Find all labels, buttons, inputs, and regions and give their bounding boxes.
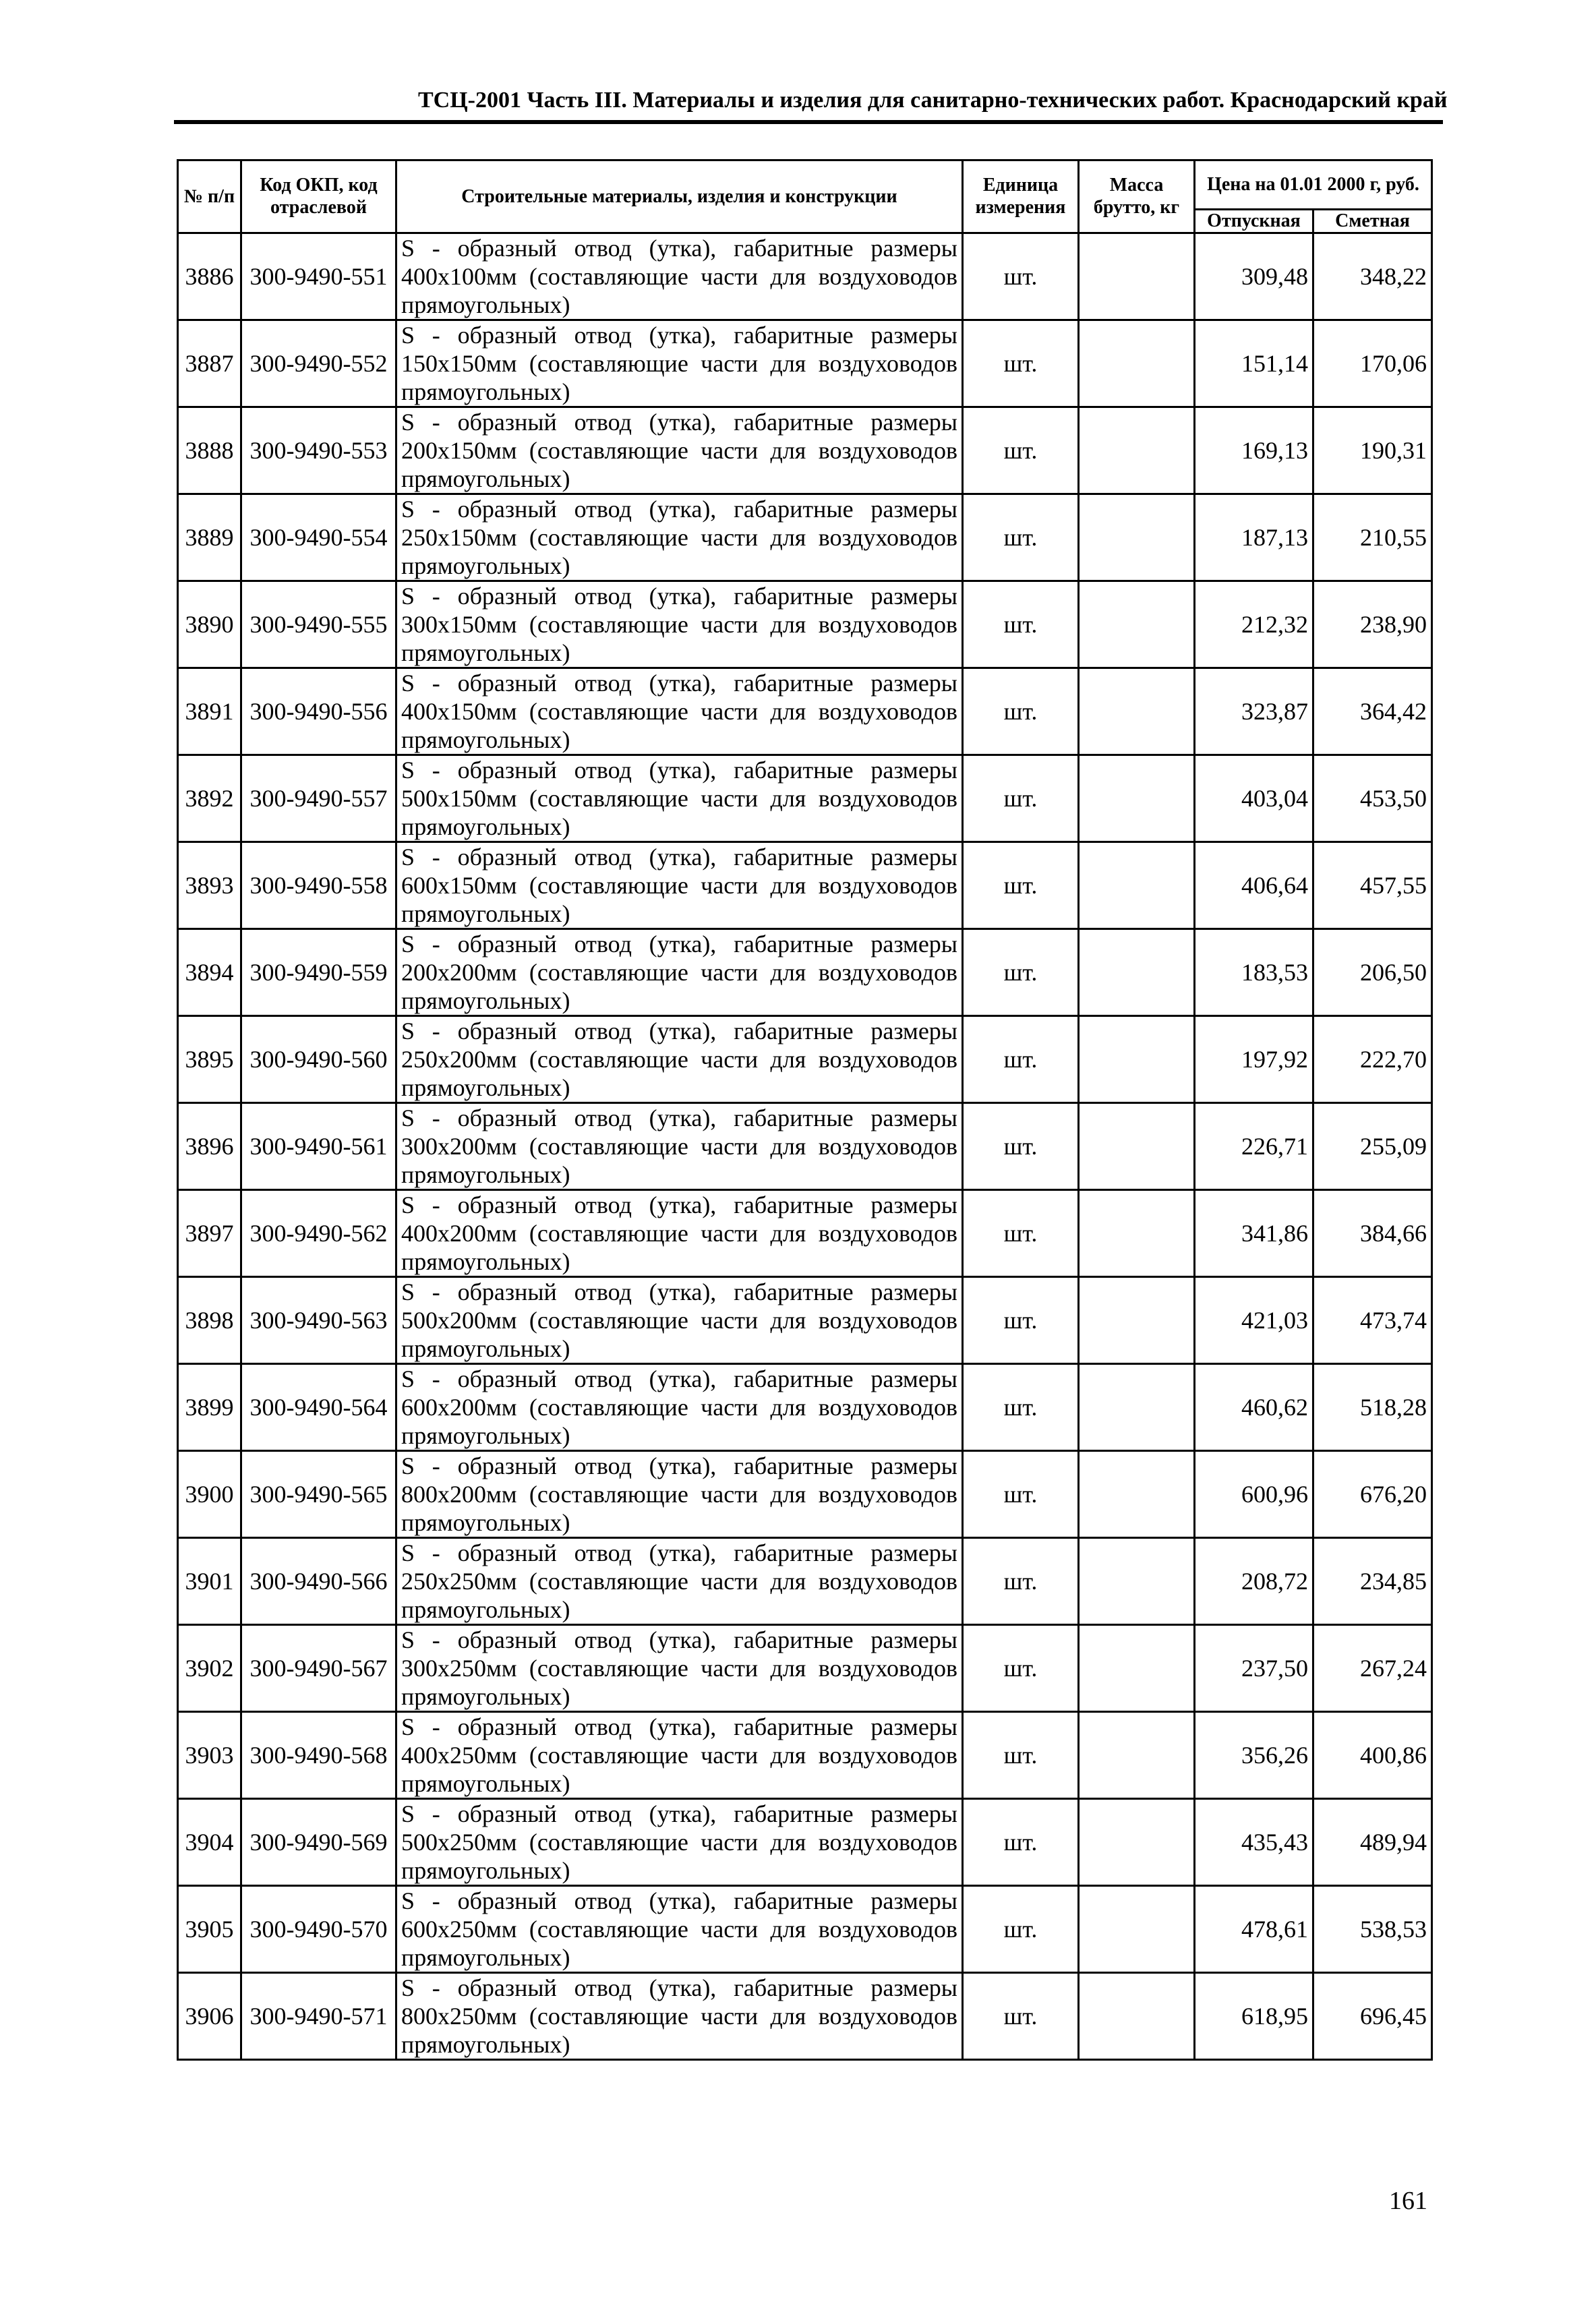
row-code: 300-9490-563 <box>241 1277 396 1364</box>
column-header-price-group: Цена на 01.01 2000 г, руб. <box>1195 160 1432 210</box>
row-description-line: S - образный отвод (утка), габаритные размеры <box>401 1713 957 1741</box>
row-number: 3889 <box>178 494 241 581</box>
row-number: 3890 <box>178 581 241 668</box>
row-price-estimate: 210,55 <box>1313 494 1432 581</box>
row-number: 3903 <box>178 1712 241 1799</box>
row-unit: шт. <box>963 1886 1079 1973</box>
row-description <box>396 581 963 668</box>
row-description-line: прямоугольных) <box>401 1857 570 1885</box>
row-unit: шт. <box>963 668 1079 755</box>
row-price-estimate: 384,66 <box>1313 1190 1432 1277</box>
row-price-release: 341,86 <box>1195 1190 1313 1277</box>
row-description <box>396 755 963 842</box>
row-code: 300-9490-553 <box>241 407 396 494</box>
row-description <box>396 494 963 581</box>
row-price-estimate: 234,85 <box>1313 1538 1432 1625</box>
table-row <box>178 1538 1432 1625</box>
row-code: 300-9490-551 <box>241 233 396 320</box>
row-unit: шт. <box>963 1103 1079 1190</box>
row-description-line: прямоугольных) <box>401 1509 570 1537</box>
row-description-line: S - образный отвод (утка), габаритные размеры <box>401 1191 957 1219</box>
row-description-line: прямоугольных) <box>401 1335 570 1363</box>
table-row <box>178 755 1432 842</box>
row-description-line: 600x150мм (составляющие части для воздуховодов <box>401 872 957 900</box>
table-row <box>178 929 1432 1016</box>
row-description-line: прямоугольных) <box>401 726 570 754</box>
row-number: 3901 <box>178 1538 241 1625</box>
row-description-line: S - образный отвод (утка), габаритные размеры <box>401 1365 957 1393</box>
row-description-line: прямоугольных) <box>401 1770 570 1798</box>
table-row <box>178 1886 1432 1973</box>
row-unit: шт. <box>963 320 1079 407</box>
row-description-line: S - образный отвод (утка), габаритные размеры <box>401 757 957 784</box>
row-description-line: прямоугольных) <box>401 987 570 1015</box>
row-description <box>396 233 963 320</box>
row-description <box>396 320 963 407</box>
column-header-unit: Единица измерения <box>963 160 1079 233</box>
row-mass <box>1079 1277 1195 1364</box>
row-price-estimate: 489,94 <box>1313 1799 1432 1886</box>
row-description-line: S - образный отвод (утка), габаритные размеры <box>401 1626 957 1654</box>
row-description-line: прямоугольных) <box>401 465 570 493</box>
row-unit: шт. <box>963 407 1079 494</box>
row-price-estimate: 364,42 <box>1313 668 1432 755</box>
row-unit: шт. <box>963 1277 1079 1364</box>
row-unit: шт. <box>963 755 1079 842</box>
row-code: 300-9490-561 <box>241 1103 396 1190</box>
table-row <box>178 1799 1432 1886</box>
row-code: 300-9490-564 <box>241 1364 396 1451</box>
row-description-line: прямоугольных) <box>401 552 570 580</box>
row-number: 3892 <box>178 755 241 842</box>
row-description-line: 250x150мм (составляющие части для воздуховодов <box>401 524 957 552</box>
row-number: 3905 <box>178 1886 241 1973</box>
row-description-line: прямоугольных) <box>401 900 570 928</box>
row-price-release: 406,64 <box>1195 842 1313 929</box>
row-description-line: S - образный отвод (утка), габаритные размеры <box>401 931 957 958</box>
row-description-line: S - образный отвод (утка), габаритные размеры <box>401 409 957 436</box>
row-mass <box>1079 1451 1195 1538</box>
row-price-release: 151,14 <box>1195 320 1313 407</box>
row-price-release: 478,61 <box>1195 1886 1313 1973</box>
row-description-line: прямоугольных) <box>401 291 570 319</box>
row-number: 3891 <box>178 668 241 755</box>
table-row <box>178 581 1432 668</box>
row-mass <box>1079 1799 1195 1886</box>
row-mass <box>1079 1625 1195 1712</box>
row-unit: шт. <box>963 233 1079 320</box>
row-description-line: 250x250мм (составляющие части для воздуховодов <box>401 1568 957 1595</box>
row-price-estimate: 190,31 <box>1313 407 1432 494</box>
row-number: 3897 <box>178 1190 241 1277</box>
row-description-line: 400x150мм (составляющие части для воздуховодов <box>401 698 957 726</box>
row-mass <box>1079 668 1195 755</box>
row-description-line: 500x150мм (составляющие части для воздуховодов <box>401 785 957 813</box>
row-description-line: прямоугольных) <box>401 639 570 667</box>
row-description-line: 200x150мм (составляющие части для воздуховодов <box>401 437 957 465</box>
column-header-mass: Масса брутто, кг <box>1079 160 1195 233</box>
row-price-estimate: 538,53 <box>1313 1886 1432 1973</box>
row-code: 300-9490-568 <box>241 1712 396 1799</box>
row-description-line: 400x200мм (составляющие части для воздуховодов <box>401 1220 957 1247</box>
row-description <box>396 929 963 1016</box>
row-description-line: 300x150мм (составляющие части для воздуховодов <box>401 611 957 639</box>
row-number: 3895 <box>178 1016 241 1103</box>
row-mass <box>1079 1190 1195 1277</box>
price-table <box>177 159 1433 2061</box>
table-body <box>178 233 1432 2060</box>
row-unit: шт. <box>963 1364 1079 1451</box>
row-description-line: прямоугольных) <box>401 1596 570 1624</box>
row-number: 3902 <box>178 1625 241 1712</box>
row-price-release: 600,96 <box>1195 1451 1313 1538</box>
row-description-line: 600x250мм (составляющие части для воздуховодов <box>401 1916 957 1943</box>
row-description <box>396 1277 963 1364</box>
table-row <box>178 1190 1432 1277</box>
row-code: 300-9490-555 <box>241 581 396 668</box>
row-mass <box>1079 1016 1195 1103</box>
row-unit: шт. <box>963 1451 1079 1538</box>
row-number: 3898 <box>178 1277 241 1364</box>
row-mass <box>1079 929 1195 1016</box>
row-description-line: S - образный отвод (утка), габаритные размеры <box>401 583 957 610</box>
row-unit: шт. <box>963 1538 1079 1625</box>
row-code: 300-9490-570 <box>241 1886 396 1973</box>
row-description-line: S - образный отвод (утка), габаритные размеры <box>401 1452 957 1480</box>
row-code: 300-9490-571 <box>241 1973 396 2060</box>
row-unit: шт. <box>963 1712 1079 1799</box>
row-description-line: S - образный отвод (утка), габаритные размеры <box>401 1887 957 1915</box>
row-price-release: 356,26 <box>1195 1712 1313 1799</box>
row-description <box>396 1103 963 1190</box>
row-description-line: прямоугольных) <box>401 2031 570 2059</box>
row-price-release: 197,92 <box>1195 1016 1313 1103</box>
table-row <box>178 1016 1432 1103</box>
row-description-line: прямоугольных) <box>401 378 570 406</box>
row-description-line: S - образный отвод (утка), габаритные размеры <box>401 844 957 871</box>
row-price-estimate: 676,20 <box>1313 1451 1432 1538</box>
row-price-estimate: 170,06 <box>1313 320 1432 407</box>
table-row <box>178 1451 1432 1538</box>
row-description-line: S - образный отвод (утка), габаритные размеры <box>401 496 957 523</box>
row-price-release: 460,62 <box>1195 1364 1313 1451</box>
row-price-estimate: 267,24 <box>1313 1625 1432 1712</box>
row-price-release: 421,03 <box>1195 1277 1313 1364</box>
row-price-release: 183,53 <box>1195 929 1313 1016</box>
page-header-title: ТСЦ-2001 Часть III. Материалы и изделия для санитарно-технических работ. Краснодарский край <box>418 88 1448 113</box>
row-number: 3894 <box>178 929 241 1016</box>
row-price-release: 618,95 <box>1195 1973 1313 2060</box>
row-number: 3900 <box>178 1451 241 1538</box>
row-description-line: 600x200мм (составляющие части для воздуховодов <box>401 1394 957 1421</box>
row-description-line: 250x200мм (составляющие части для воздуховодов <box>401 1046 957 1073</box>
row-price-estimate: 453,50 <box>1313 755 1432 842</box>
row-code: 300-9490-569 <box>241 1799 396 1886</box>
row-mass <box>1079 1712 1195 1799</box>
row-description-line: S - образный отвод (утка), габаритные размеры <box>401 1018 957 1045</box>
row-description-line: S - образный отвод (утка), габаритные размеры <box>401 1104 957 1132</box>
row-unit: шт. <box>963 1973 1079 2060</box>
row-description <box>396 1538 963 1625</box>
row-price-estimate: 348,22 <box>1313 233 1432 320</box>
row-price-release: 226,71 <box>1195 1103 1313 1190</box>
row-price-estimate: 473,74 <box>1313 1277 1432 1364</box>
table-row <box>178 407 1432 494</box>
row-description <box>396 668 963 755</box>
row-unit: шт. <box>963 581 1079 668</box>
table-row <box>178 1973 1432 2060</box>
column-header-price-release: Отпускная <box>1195 210 1313 233</box>
row-description-line: S - образный отвод (утка), габаритные размеры <box>401 235 957 262</box>
row-description <box>396 1364 963 1451</box>
column-header-code: Код ОКП, код отраслевой <box>241 160 396 233</box>
row-price-estimate: 696,45 <box>1313 1973 1432 2060</box>
row-description-line: 400x100мм (составляющие части для воздуховодов <box>401 263 957 291</box>
header-divider <box>174 120 1443 124</box>
row-number: 3888 <box>178 407 241 494</box>
row-unit: шт. <box>963 1799 1079 1886</box>
row-price-estimate: 518,28 <box>1313 1364 1432 1451</box>
row-price-release: 323,87 <box>1195 668 1313 755</box>
table-row <box>178 494 1432 581</box>
row-description-line: S - образный отвод (утка), габаритные размеры <box>401 322 957 349</box>
row-description-line: S - образный отвод (утка), габаритные размеры <box>401 1278 957 1306</box>
page-number: 161 <box>1389 2187 1427 2215</box>
row-number: 3896 <box>178 1103 241 1190</box>
row-description-line: 500x250мм (составляющие части для воздуховодов <box>401 1829 957 1856</box>
table-row <box>178 1103 1432 1190</box>
table-row <box>178 668 1432 755</box>
row-price-release: 187,13 <box>1195 494 1313 581</box>
row-mass <box>1079 1364 1195 1451</box>
column-header-num: № п/п <box>178 160 241 233</box>
row-description <box>396 1016 963 1103</box>
row-description <box>396 407 963 494</box>
row-code: 300-9490-558 <box>241 842 396 929</box>
table-row <box>178 233 1432 320</box>
row-description-line: прямоугольных) <box>401 1944 570 1972</box>
row-code: 300-9490-552 <box>241 320 396 407</box>
row-description-line: 500x200мм (составляющие части для воздуховодов <box>401 1307 957 1334</box>
row-price-estimate: 206,50 <box>1313 929 1432 1016</box>
column-header-price-estimate: Сметная <box>1313 210 1432 233</box>
row-mass <box>1079 1538 1195 1625</box>
row-number: 3886 <box>178 233 241 320</box>
row-description-line: 800x250мм (составляющие части для воздуховодов <box>401 2003 957 2030</box>
table-row <box>178 320 1432 407</box>
row-mass <box>1079 320 1195 407</box>
row-mass <box>1079 581 1195 668</box>
row-description <box>396 842 963 929</box>
row-description-line: 800x200мм (составляющие части для воздуховодов <box>401 1481 957 1508</box>
row-description-line: S - образный отвод (утка), габаритные размеры <box>401 670 957 697</box>
row-price-estimate: 400,86 <box>1313 1712 1432 1799</box>
row-description <box>396 1886 963 1973</box>
row-code: 300-9490-567 <box>241 1625 396 1712</box>
row-description-line: прямоугольных) <box>401 1248 570 1276</box>
row-price-release: 208,72 <box>1195 1538 1313 1625</box>
row-description-line: S - образный отвод (утка), габаритные размеры <box>401 1800 957 1828</box>
row-code: 300-9490-559 <box>241 929 396 1016</box>
row-description <box>396 1451 963 1538</box>
table-row <box>178 1625 1432 1712</box>
row-price-release: 212,32 <box>1195 581 1313 668</box>
row-price-release: 169,13 <box>1195 407 1313 494</box>
table-row <box>178 1277 1432 1364</box>
row-description <box>396 1625 963 1712</box>
row-description-line: S - образный отвод (утка), габаритные размеры <box>401 1539 957 1567</box>
row-mass <box>1079 755 1195 842</box>
row-unit: шт. <box>963 929 1079 1016</box>
row-description-line: прямоугольных) <box>401 1422 570 1450</box>
row-description-line: прямоугольных) <box>401 813 570 841</box>
row-code: 300-9490-556 <box>241 668 396 755</box>
row-price-estimate: 238,90 <box>1313 581 1432 668</box>
row-mass <box>1079 1886 1195 1973</box>
row-number: 3893 <box>178 842 241 929</box>
table-row <box>178 1712 1432 1799</box>
row-description-line: 200x200мм (составляющие части для воздуховодов <box>401 959 957 986</box>
row-number: 3904 <box>178 1799 241 1886</box>
row-description-line: 300x200мм (составляющие части для воздуховодов <box>401 1133 957 1160</box>
row-description-line: прямоугольных) <box>401 1074 570 1102</box>
row-price-release: 403,04 <box>1195 755 1313 842</box>
row-code: 300-9490-554 <box>241 494 396 581</box>
row-number: 3899 <box>178 1364 241 1451</box>
row-code: 300-9490-565 <box>241 1451 396 1538</box>
row-number: 3906 <box>178 1973 241 2060</box>
row-description-line: 300x250мм (составляющие части для воздуховодов <box>401 1655 957 1682</box>
row-price-release: 237,50 <box>1195 1625 1313 1712</box>
row-description-line: 400x250мм (составляющие части для воздуховодов <box>401 1742 957 1769</box>
row-mass <box>1079 494 1195 581</box>
row-mass <box>1079 407 1195 494</box>
row-price-release: 435,43 <box>1195 1799 1313 1886</box>
row-code: 300-9490-562 <box>241 1190 396 1277</box>
row-description <box>396 1712 963 1799</box>
row-mass <box>1079 1103 1195 1190</box>
row-price-estimate: 457,55 <box>1313 842 1432 929</box>
row-description-line: S - образный отвод (утка), габаритные размеры <box>401 1974 957 2002</box>
row-number: 3887 <box>178 320 241 407</box>
row-unit: шт. <box>963 1190 1079 1277</box>
row-unit: шт. <box>963 842 1079 929</box>
row-mass <box>1079 842 1195 929</box>
row-mass <box>1079 233 1195 320</box>
row-price-release: 309,48 <box>1195 233 1313 320</box>
row-unit: шт. <box>963 494 1079 581</box>
row-mass <box>1079 1973 1195 2060</box>
row-description <box>396 1190 963 1277</box>
table-header-row <box>178 160 1432 210</box>
table-row <box>178 842 1432 929</box>
column-header-name: Строительные материалы, изделия и конструкции <box>396 160 963 233</box>
row-description-line: 150x150мм (составляющие части для воздуховодов <box>401 350 957 378</box>
row-price-estimate: 222,70 <box>1313 1016 1432 1103</box>
row-code: 300-9490-560 <box>241 1016 396 1103</box>
row-description <box>396 1799 963 1886</box>
row-unit: шт. <box>963 1016 1079 1103</box>
row-price-estimate: 255,09 <box>1313 1103 1432 1190</box>
row-code: 300-9490-566 <box>241 1538 396 1625</box>
row-code: 300-9490-557 <box>241 755 396 842</box>
table-row <box>178 1364 1432 1451</box>
row-description <box>396 1973 963 2060</box>
row-unit: шт. <box>963 1625 1079 1712</box>
row-description-line: прямоугольных) <box>401 1161 570 1189</box>
row-description-line: прямоугольных) <box>401 1683 570 1711</box>
